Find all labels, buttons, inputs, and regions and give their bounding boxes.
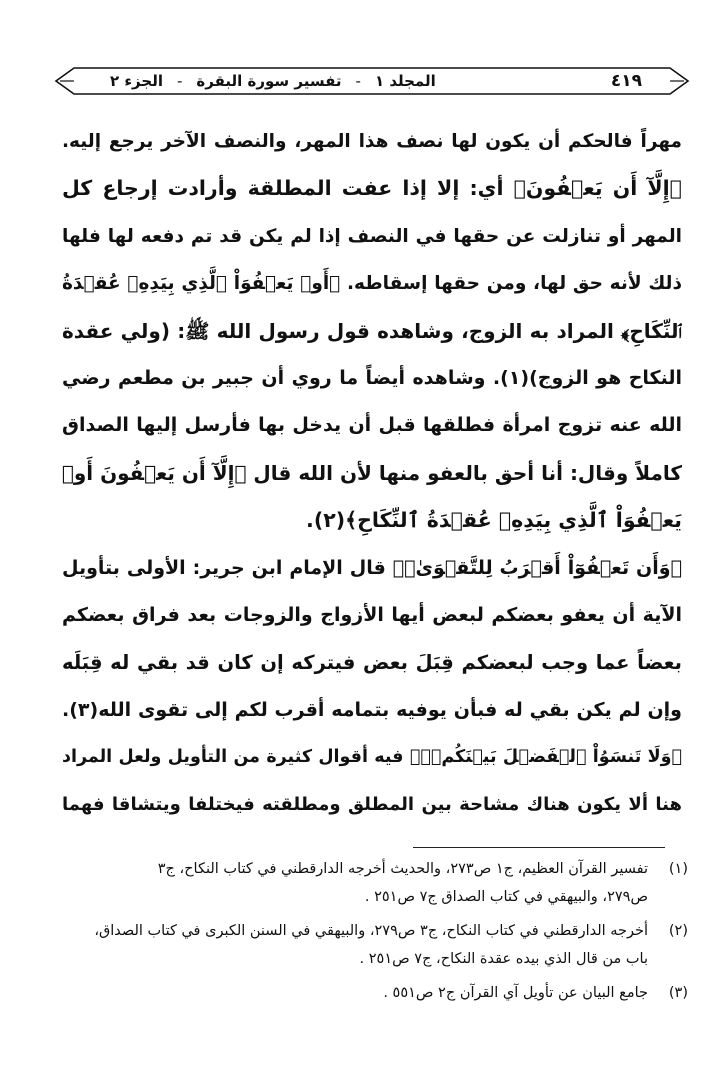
footnote-3 <box>58 979 688 1007</box>
body-line: يَعۡفُوَاْ ٱلَّذِي بِيَدِهِۦ عُقۡدَةُ ٱلنِّكَاحِ﴾(٢). <box>306 508 682 533</box>
body-line: هنا ألا يكون هناك مشاحة بين المطلق ومطلقته فيختلفا ويتشاقا فهما <box>62 794 682 816</box>
body-line: المهر أو تنازلت عن حقها في النصف إذا لم يكن قد تم دفعه لها فلها <box>62 225 682 247</box>
header-volume: المجلد ١ <box>374 72 436 90</box>
body-line: الآية أن يعفو بعضكم لبعض أيها الأزواج والزوجات بعد فراق بعضكم <box>62 603 682 626</box>
page-number: ٤١٩ <box>610 71 642 91</box>
header-part: الجزء ٢ <box>110 72 163 90</box>
footnote-number: (٢) <box>668 923 688 939</box>
header-separator: - <box>355 72 361 90</box>
body-line: مهراً فالحكم أن يكون لها نصف هذا المهر، والنصف الآخر يرجع إليه. <box>62 131 682 152</box>
body-line: وإن لم يكن بقي له فبأن يوفيه بتمامه أقرب لكم إلى تقوى الله(٣). <box>62 698 682 721</box>
footnotes <box>58 855 688 1013</box>
body-line: ﴿وَلَا تَنسَوُاْ ٱلۡفَضۡلَ بَيۡنَكُمۡۚ﴾ فيه أقوال كثيرة من التأويل ولعل المراد <box>62 747 682 768</box>
body-line: ذلك لأنه حق لها، ومن حقها إسقاطه. ﴿أَوۡ يَعۡفُوَاْ ٱلَّذِي بِيَدِهِۦ عُقۡدَةُ <box>62 273 682 295</box>
header-surah-title: تفسير سورة البقرة <box>196 72 342 90</box>
footnote-line: أخرجه الدارقطني في كتاب النكاح، ج٣ ص٢٧٩، والبيهقي في السنن الكبرى في كتاب الصداق، <box>94 923 648 939</box>
header-separator: - <box>176 72 183 90</box>
body-line: ﴿إِلَّآ أَن يَعۡفُونَ﴾ أي: إلا إذا عفت المطلقة وأرادت إرجاع كل <box>62 176 682 201</box>
body-line: النكاح هو الزوج)(١). وشاهده أيضاً ما روي أن جبير بن مطعم رضي <box>62 366 682 389</box>
body-line: كاملاً وقال: أنا أحق بالعفو منها لأن الله قال ﴿إِلَّآ أَن يَعۡفُونَ أَوۡ <box>62 460 682 485</box>
header-title-group <box>110 72 436 90</box>
body-line: ﴿وَأَن تَعۡفُوٓاْ أَقۡرَبُ لِلتَّقۡوَىٰۚ﴾ قال الإمام ابن جرير: الأولى بتأويل <box>62 556 682 579</box>
body-line: الله عنه تزوج امرأة فطلقها قبل أن يدخل بها فأرسل إليها الصداق <box>62 414 682 437</box>
footnote-line: باب من قال الذي بيده عقدة النكاح، ج٧ ص٢٥١ . <box>359 951 648 967</box>
body-line: ٱلنِّكَاحِ﴾ المراد به الزوج، وشاهده قول رسول الله ﷺ: (ولي عقدة <box>62 318 682 343</box>
footnote-1 <box>58 855 688 911</box>
footnote-number: (٣) <box>668 985 688 1001</box>
body-line: بعضاً عما وجب لبعضكم قِبَلَ بعض فيتركه إن كان قد بقي له قِبَلَه <box>62 651 682 675</box>
footnote-number: (١) <box>668 861 688 877</box>
footnote-divider <box>413 847 665 848</box>
footnote-line: تفسير القرآن العظيم، ج١ ص٢٧٣، والحديث أخرجه الدارقطني في كتاب النكاح، ج٣ <box>157 861 648 877</box>
body-text <box>62 118 682 829</box>
footnote-line: ص٢٧٩، والبيهقي في كتاب الصداق ج٧ ص٢٥١ . <box>364 889 648 905</box>
footnote-2 <box>58 917 688 973</box>
running-header <box>62 66 682 96</box>
footnote-line: جامع البيان عن تأويل آي القرآن ج٢ ص٥٥١ . <box>383 985 648 1001</box>
